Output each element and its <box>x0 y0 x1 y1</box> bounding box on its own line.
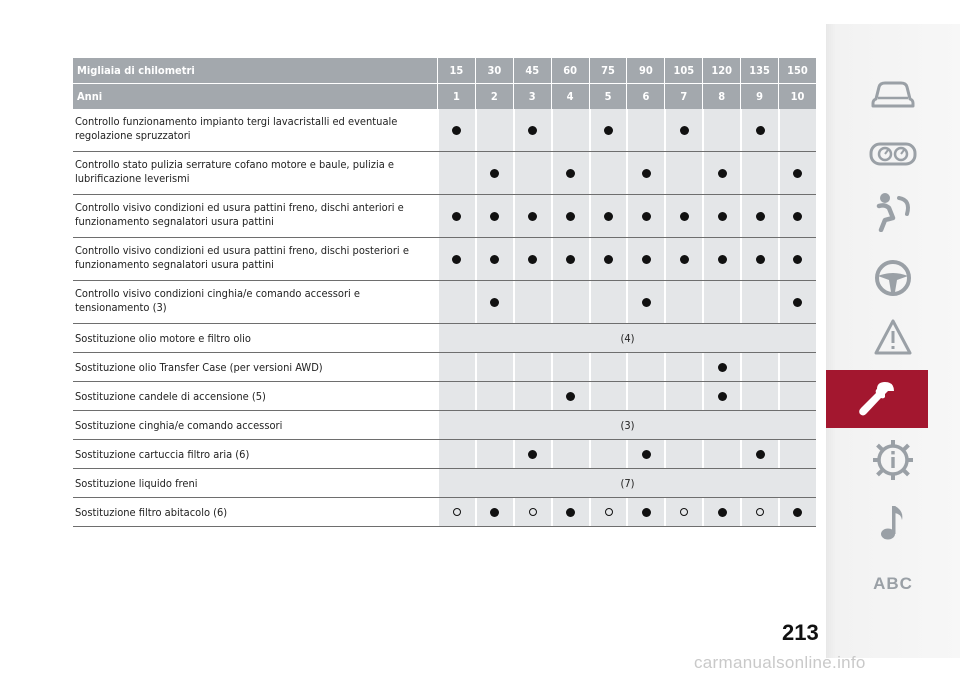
km-header-8: 120 <box>702 58 740 83</box>
schedule-cell <box>664 281 702 323</box>
hollow-circle-icon <box>756 508 764 516</box>
km-header-7: 105 <box>664 58 702 83</box>
filled-dot-icon <box>756 212 765 221</box>
filled-dot-icon <box>604 212 613 221</box>
car-icon[interactable] <box>826 74 960 114</box>
schedule-cell <box>589 281 627 323</box>
schedule-cell <box>475 281 513 323</box>
filled-dot-icon <box>490 255 499 264</box>
filled-dot-icon <box>566 212 575 221</box>
schedule-cell <box>702 382 740 410</box>
maintenance-table <box>73 58 816 527</box>
table-row <box>73 382 816 411</box>
km-header-4: 60 <box>551 58 589 83</box>
filled-dot-icon <box>452 126 461 135</box>
filled-dot-icon <box>793 169 802 178</box>
year-header-1: 1 <box>437 84 475 109</box>
schedule-cell <box>626 498 664 526</box>
filled-dot-icon <box>528 126 537 135</box>
filled-dot-icon <box>490 169 499 178</box>
schedule-cell <box>778 281 816 323</box>
schedule-cell <box>778 440 816 468</box>
schedule-cell <box>551 195 589 237</box>
hollow-circle-icon <box>680 508 688 516</box>
schedule-cell <box>702 281 740 323</box>
filled-dot-icon <box>793 508 802 517</box>
filled-dot-icon <box>718 169 727 178</box>
km-header-3: 45 <box>513 58 551 83</box>
schedule-cell <box>626 440 664 468</box>
km-header-6: 90 <box>626 58 664 83</box>
abc-icon[interactable] <box>826 571 960 597</box>
filled-dot-icon <box>756 126 765 135</box>
filled-dot-icon <box>756 450 765 459</box>
filled-dot-icon <box>793 255 802 264</box>
schedule-cell <box>551 440 589 468</box>
km-label: Migliaia di chilometri <box>77 64 195 77</box>
schedule-cell <box>589 238 627 280</box>
schedule-cell <box>626 152 664 194</box>
year-header-4: 4 <box>551 84 589 109</box>
watermark: carmanualsonline.info <box>694 653 866 672</box>
abc-label: ABC <box>873 574 913 593</box>
schedule-cell <box>589 353 627 381</box>
filled-dot-icon <box>566 169 575 178</box>
schedule-cell <box>551 238 589 280</box>
wrench-icon[interactable] <box>826 374 928 424</box>
airbag-person-icon[interactable] <box>826 190 960 234</box>
filled-dot-icon <box>604 126 613 135</box>
filled-dot-icon <box>793 298 802 307</box>
operation-label: Controllo funzionamento impianto tergi lavacristalli ed eventuale regolazione spruzzatori <box>75 115 398 142</box>
operation-label: Sostituzione olio Transfer Case (per versioni AWD) <box>75 361 323 374</box>
schedule-cell <box>589 440 627 468</box>
table-row <box>73 353 816 382</box>
schedule-cell <box>740 382 778 410</box>
table-row <box>73 109 816 152</box>
schedule-cell <box>589 195 627 237</box>
years-label: Anni <box>77 90 103 103</box>
filled-dot-icon <box>490 298 499 307</box>
km-header-2: 30 <box>475 58 513 83</box>
schedule-cell <box>626 195 664 237</box>
filled-dot-icon <box>718 363 727 372</box>
year-header-8: 8 <box>702 84 740 109</box>
schedule-cell <box>740 281 778 323</box>
table-row <box>73 411 816 440</box>
schedule-cell <box>437 353 475 381</box>
filled-dot-icon <box>793 212 802 221</box>
schedule-cell <box>740 109 778 151</box>
year-header-9: 9 <box>740 84 778 109</box>
schedule-cell <box>551 152 589 194</box>
schedule-cell <box>475 498 513 526</box>
interval-note: (4) <box>437 324 816 352</box>
operation-label: Sostituzione cinghia/e comando accessori <box>75 419 283 432</box>
interval-note: (3) <box>437 411 816 439</box>
schedule-cell <box>664 498 702 526</box>
schedule-cell <box>702 195 740 237</box>
schedule-cell <box>551 353 589 381</box>
operation-label: Sostituzione liquido freni <box>75 477 198 490</box>
schedule-cell <box>589 498 627 526</box>
filled-dot-icon <box>718 212 727 221</box>
schedule-cell <box>778 353 816 381</box>
filled-dot-icon <box>642 450 651 459</box>
filled-dot-icon <box>490 212 499 221</box>
table-row <box>73 238 816 281</box>
filled-dot-icon <box>604 255 613 264</box>
page-number: 213 <box>782 620 819 645</box>
schedule-cell <box>589 152 627 194</box>
schedule-cell <box>778 238 816 280</box>
schedule-cell <box>664 353 702 381</box>
operation-label: Controllo visivo condizioni cinghia/e comando accessori e tensionamento (3) <box>75 287 361 314</box>
dashboard-icon[interactable] <box>826 134 960 174</box>
km-header-5: 75 <box>589 58 627 83</box>
schedule-cell <box>740 353 778 381</box>
filled-dot-icon <box>566 508 575 517</box>
schedule-cell <box>589 382 627 410</box>
filled-dot-icon <box>528 450 537 459</box>
filled-dot-icon <box>566 392 575 401</box>
filled-dot-icon <box>528 212 537 221</box>
filled-dot-icon <box>490 508 499 517</box>
table-row <box>73 324 816 353</box>
schedule-cell <box>664 195 702 237</box>
filled-dot-icon <box>452 212 461 221</box>
schedule-cell <box>475 238 513 280</box>
operation-label: Sostituzione cartuccia filtro aria (6) <box>75 448 250 461</box>
schedule-cell <box>778 152 816 194</box>
schedule-cell <box>702 109 740 151</box>
table-row <box>73 152 816 195</box>
schedule-cell <box>513 195 551 237</box>
header-years-row <box>73 83 816 109</box>
hollow-circle-icon <box>529 508 537 516</box>
schedule-cell <box>702 498 740 526</box>
schedule-cell <box>437 498 475 526</box>
filled-dot-icon <box>680 255 689 264</box>
schedule-cell <box>740 440 778 468</box>
music-note-icon[interactable] <box>826 501 960 543</box>
schedule-cell <box>702 152 740 194</box>
filled-dot-icon <box>680 212 689 221</box>
schedule-cell <box>551 281 589 323</box>
schedule-cell <box>589 109 627 151</box>
filled-dot-icon <box>718 508 727 517</box>
filled-dot-icon <box>756 255 765 264</box>
schedule-cell <box>513 353 551 381</box>
year-header-7: 7 <box>664 84 702 109</box>
schedule-cell <box>437 195 475 237</box>
warning-triangle-icon[interactable] <box>826 316 960 358</box>
schedule-cell <box>626 382 664 410</box>
table-row <box>73 195 816 238</box>
schedule-cell <box>551 109 589 151</box>
schedule-cell <box>475 152 513 194</box>
schedule-cell <box>513 498 551 526</box>
filled-dot-icon <box>642 255 651 264</box>
filled-dot-icon <box>528 255 537 264</box>
schedule-cell <box>626 109 664 151</box>
schedule-cell <box>475 353 513 381</box>
schedule-cell <box>475 195 513 237</box>
schedule-cell <box>702 353 740 381</box>
schedule-cell <box>513 109 551 151</box>
km-header-9: 135 <box>740 58 778 83</box>
table-row <box>73 440 816 469</box>
schedule-cell <box>437 109 475 151</box>
schedule-cell <box>664 382 702 410</box>
schedule-cell <box>513 281 551 323</box>
schedule-cell <box>437 238 475 280</box>
filled-dot-icon <box>642 169 651 178</box>
table-row <box>73 469 816 498</box>
sidebar <box>826 24 960 658</box>
operation-label: Controllo stato pulizia serrature cofano motore e baule, pulizia e lubrificazione leverismi <box>75 158 394 185</box>
filled-dot-icon <box>642 212 651 221</box>
year-header-10: 10 <box>778 84 816 109</box>
schedule-cell <box>475 109 513 151</box>
schedule-cell <box>702 238 740 280</box>
filled-dot-icon <box>718 392 727 401</box>
filled-dot-icon <box>566 255 575 264</box>
schedule-cell <box>513 440 551 468</box>
schedule-cell <box>437 152 475 194</box>
schedule-cell <box>664 109 702 151</box>
schedule-cell <box>740 498 778 526</box>
schedule-cell <box>664 440 702 468</box>
schedule-cell <box>664 238 702 280</box>
filled-dot-icon <box>642 508 651 517</box>
year-header-6: 6 <box>626 84 664 109</box>
schedule-cell <box>551 382 589 410</box>
schedule-cell <box>702 440 740 468</box>
operation-label: Sostituzione candele di accensione (5) <box>75 390 266 403</box>
operation-label: Sostituzione filtro abitacolo (6) <box>75 506 228 519</box>
schedule-cell <box>437 382 475 410</box>
hollow-circle-icon <box>605 508 613 516</box>
schedule-cell <box>626 238 664 280</box>
schedule-cell <box>551 498 589 526</box>
schedule-cell <box>437 281 475 323</box>
operation-label: Controllo visivo condizioni ed usura pattini freno, dischi posteriori e funzionamento segnalatori usura pattini <box>75 244 409 271</box>
schedule-cell <box>778 382 816 410</box>
interval-note: (7) <box>437 469 816 497</box>
schedule-cell <box>513 382 551 410</box>
table-row <box>73 498 816 527</box>
schedule-cell <box>626 353 664 381</box>
schedule-cell <box>475 382 513 410</box>
hollow-circle-icon <box>453 508 461 516</box>
km-header-10: 150 <box>778 58 816 83</box>
schedule-cell <box>475 440 513 468</box>
schedule-cell <box>778 109 816 151</box>
schedule-cell <box>740 195 778 237</box>
schedule-cell <box>740 238 778 280</box>
year-header-2: 2 <box>475 84 513 109</box>
schedule-cell <box>513 238 551 280</box>
schedule-cell <box>740 152 778 194</box>
schedule-cell <box>513 152 551 194</box>
schedule-cell <box>778 498 816 526</box>
operation-label: Controllo visivo condizioni ed usura pattini freno, dischi anteriori e funzionamento segnalatori usura pattini <box>75 201 404 228</box>
filled-dot-icon <box>452 255 461 264</box>
year-header-3: 3 <box>513 84 551 109</box>
schedule-cell <box>778 195 816 237</box>
header-km-row <box>73 58 816 83</box>
filled-dot-icon <box>680 126 689 135</box>
filled-dot-icon <box>718 255 727 264</box>
steering-wheel-icon[interactable] <box>826 257 960 299</box>
schedule-cell <box>626 281 664 323</box>
gear-info-icon[interactable] <box>826 438 960 482</box>
filled-dot-icon <box>642 298 651 307</box>
table-row <box>73 281 816 324</box>
operation-label: Sostituzione olio motore e filtro olio <box>75 332 251 345</box>
schedule-cell <box>437 440 475 468</box>
schedule-cell <box>664 152 702 194</box>
km-header-1: 15 <box>437 58 475 83</box>
year-header-5: 5 <box>589 84 627 109</box>
